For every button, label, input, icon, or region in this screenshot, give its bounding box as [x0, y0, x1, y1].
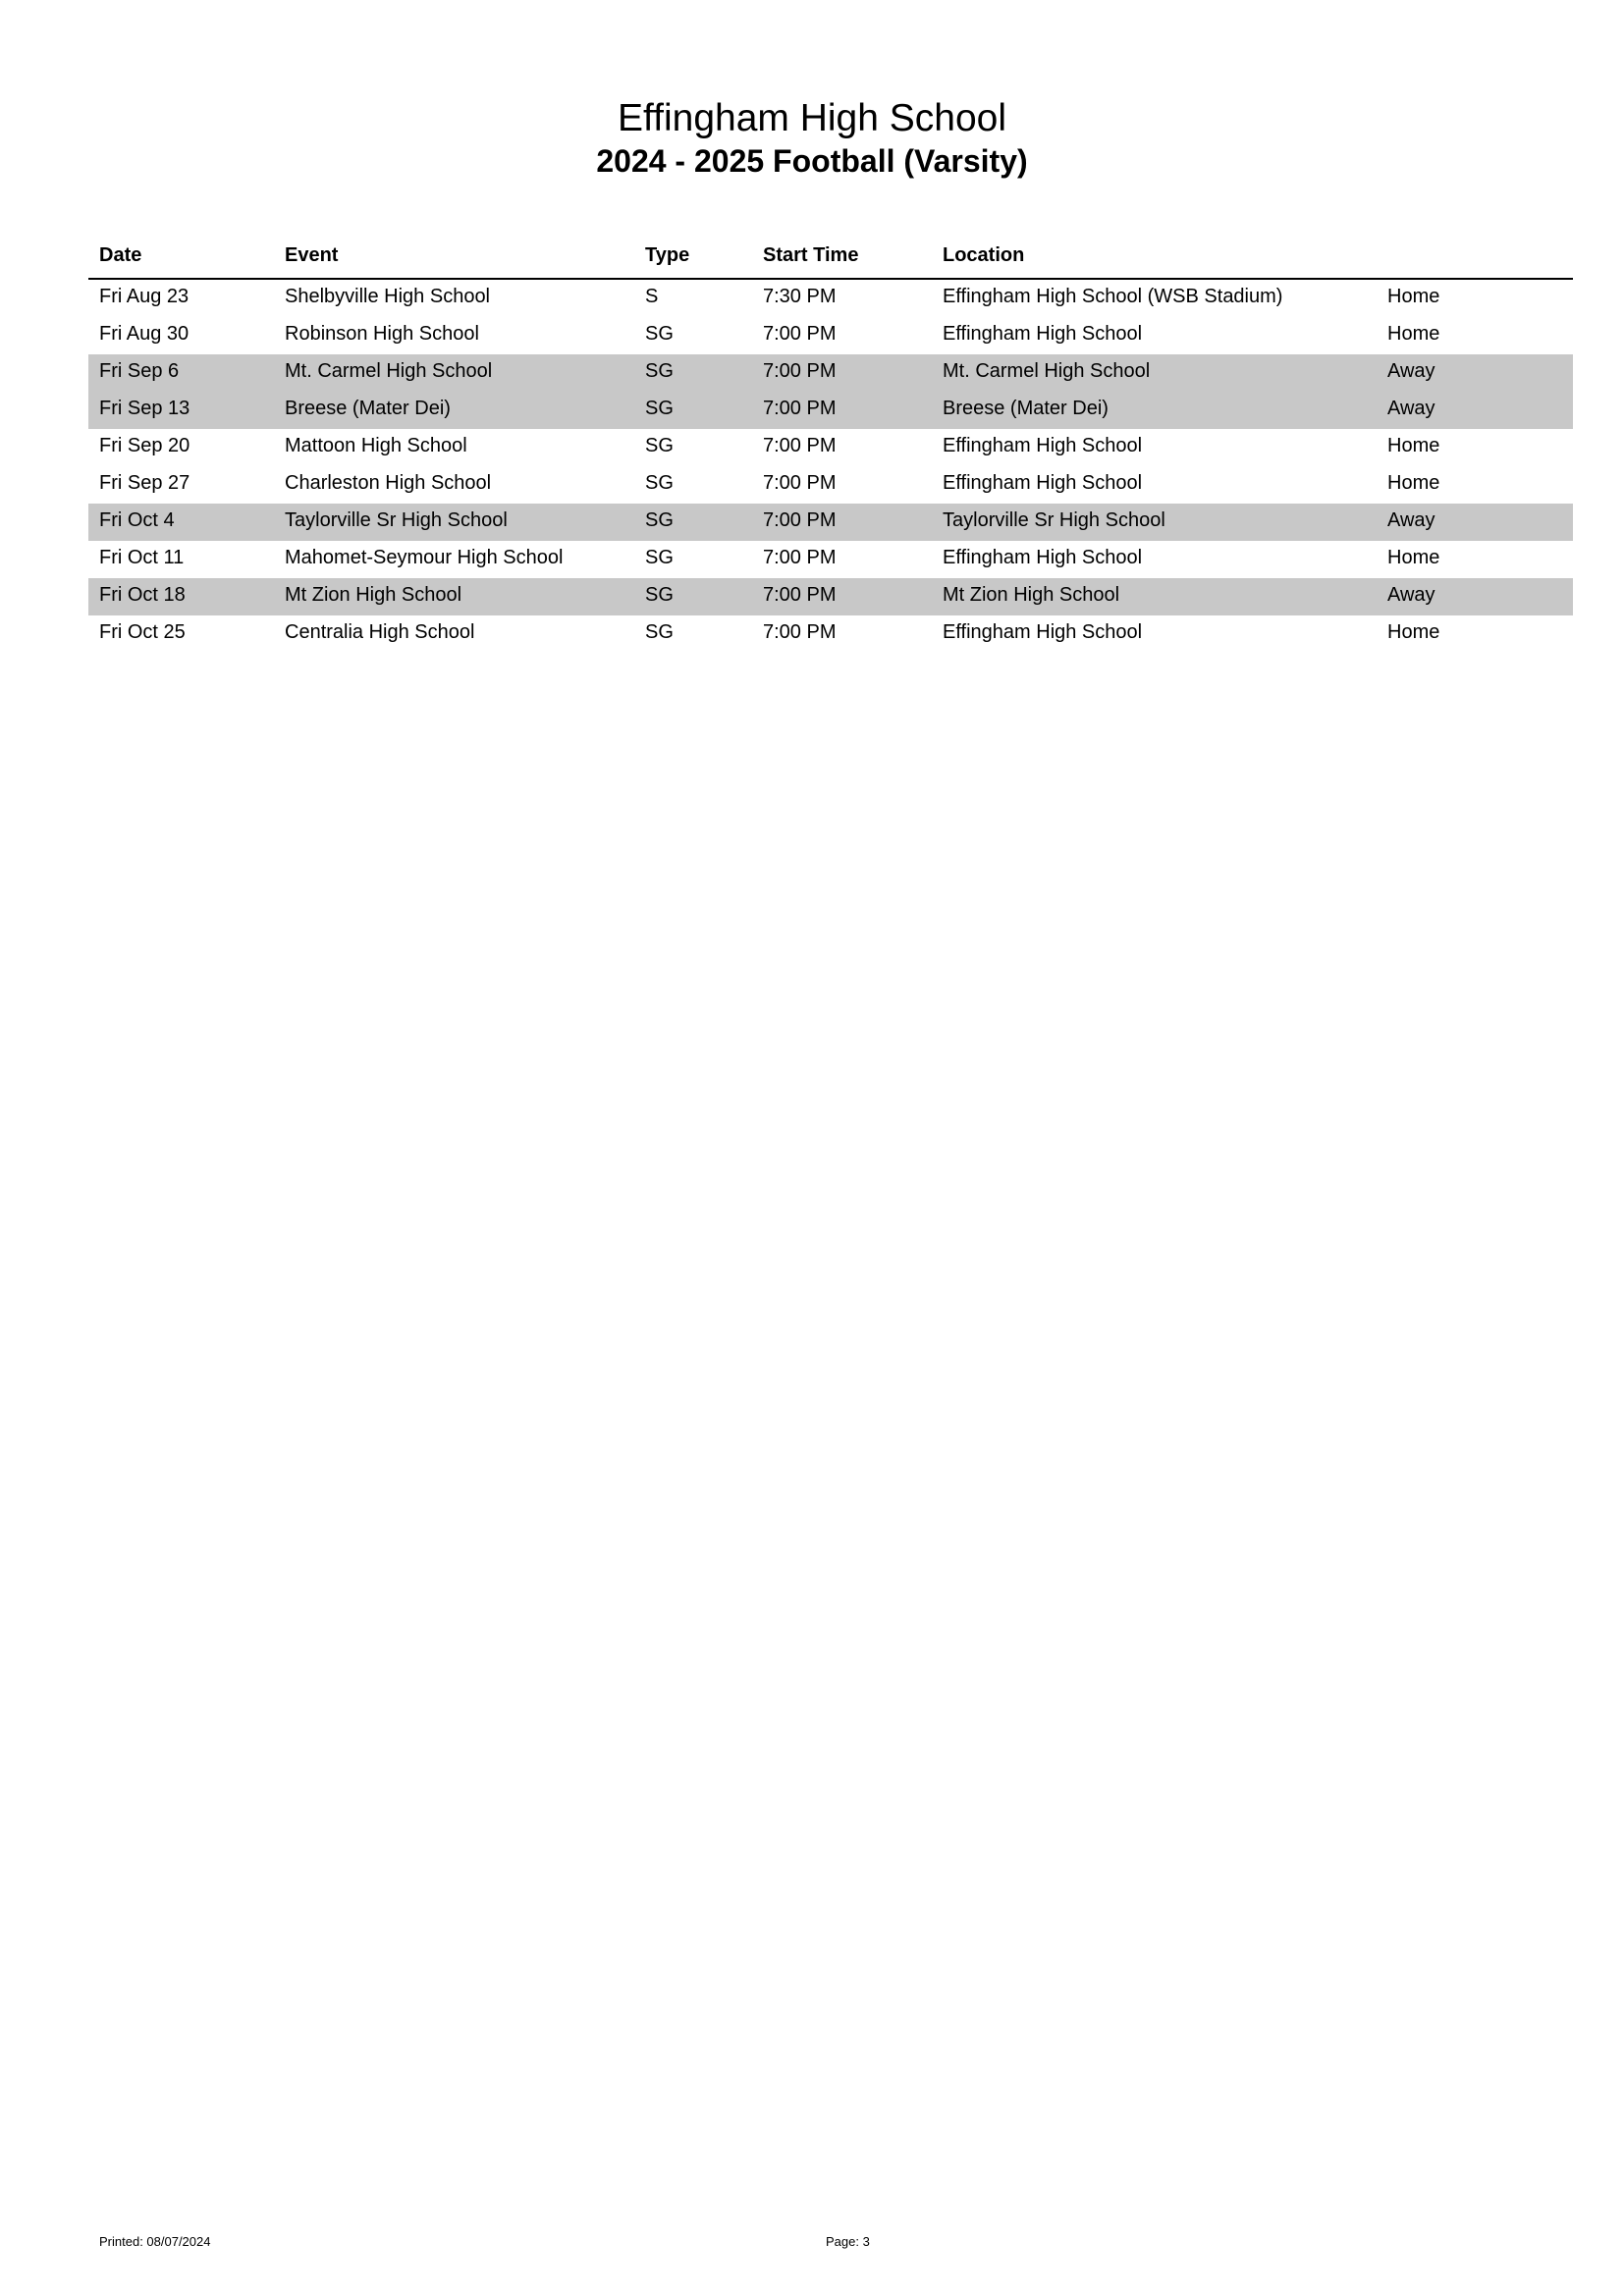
cell-date: Fri Oct 4	[99, 509, 175, 531]
cell-event: Mahomet-Seymour High School	[285, 547, 564, 568]
cell-home-away: Home	[1387, 286, 1440, 307]
cell-home-away: Home	[1387, 621, 1440, 643]
cell-event: Mt. Carmel High School	[285, 360, 493, 382]
column-header-event: Event	[285, 244, 339, 266]
cell-start-time: 7:00 PM	[763, 435, 837, 456]
column-header-type: Type	[645, 244, 690, 266]
cell-start-time: 7:30 PM	[763, 286, 837, 307]
schedule-table	[88, 236, 1573, 653]
cell-home-away: Away	[1387, 509, 1435, 531]
table-row	[88, 354, 1573, 392]
cell-type: SG	[645, 509, 674, 531]
cell-event: Taylorville Sr High School	[285, 509, 508, 531]
table-row	[88, 392, 1573, 429]
cell-start-time: 7:00 PM	[763, 547, 837, 568]
cell-home-away: Home	[1387, 472, 1440, 494]
cell-type: SG	[645, 360, 674, 382]
column-header-location: Location	[943, 244, 1025, 266]
column-header-start-time: Start Time	[763, 244, 859, 266]
cell-location: Effingham High School	[943, 323, 1143, 345]
cell-location: Effingham High School	[943, 472, 1143, 494]
cell-location: Effingham High School	[943, 621, 1143, 643]
cell-event: Shelbyville High School	[285, 286, 491, 307]
cell-location: Mt. Carmel High School	[943, 360, 1151, 382]
table-row	[88, 280, 1573, 317]
cell-event: Charleston High School	[285, 472, 492, 494]
cell-location: Effingham High School	[943, 547, 1143, 568]
table-row	[88, 541, 1573, 578]
schedule-subtitle: 2024 - 2025 Football (Varsity)	[596, 143, 1028, 179]
cell-location: Effingham High School (WSB Stadium)	[943, 286, 1283, 307]
cell-start-time: 7:00 PM	[763, 472, 837, 494]
cell-location: Effingham High School	[943, 435, 1143, 456]
cell-location: Breese (Mater Dei)	[943, 398, 1109, 419]
page-number: Page: 3	[826, 2234, 870, 2249]
cell-start-time: 7:00 PM	[763, 323, 837, 345]
cell-home-away: Away	[1387, 398, 1435, 419]
cell-event: Robinson High School	[285, 323, 479, 345]
cell-home-away: Home	[1387, 547, 1440, 568]
cell-type: SG	[645, 621, 674, 643]
cell-start-time: 7:00 PM	[763, 398, 837, 419]
cell-date: Fri Sep 27	[99, 472, 190, 494]
column-header-date: Date	[99, 244, 142, 266]
table-row	[88, 578, 1573, 615]
printed-date: Printed: 08/07/2024	[99, 2234, 211, 2249]
table-row	[88, 466, 1573, 504]
cell-date: Fri Sep 20	[99, 435, 190, 456]
cell-date: Fri Oct 11	[99, 547, 185, 568]
table-header-row	[88, 236, 1573, 280]
cell-home-away: Home	[1387, 323, 1440, 345]
cell-type: SG	[645, 547, 674, 568]
cell-date: Fri Sep 6	[99, 360, 180, 382]
cell-event: Breese (Mater Dei)	[285, 398, 451, 419]
cell-date: Fri Oct 18	[99, 584, 186, 606]
cell-location: Mt Zion High School	[943, 584, 1120, 606]
cell-start-time: 7:00 PM	[763, 509, 837, 531]
cell-type: SG	[645, 323, 674, 345]
cell-type: SG	[645, 472, 674, 494]
cell-event: Centralia High School	[285, 621, 475, 643]
cell-date: Fri Oct 25	[99, 621, 186, 643]
cell-start-time: 7:00 PM	[763, 360, 837, 382]
cell-date: Fri Aug 23	[99, 286, 189, 307]
school-title: Effingham High School	[617, 97, 1007, 139]
cell-start-time: 7:00 PM	[763, 584, 837, 606]
table-row	[88, 504, 1573, 541]
cell-type: SG	[645, 398, 674, 419]
cell-event: Mattoon High School	[285, 435, 467, 456]
table-row	[88, 429, 1573, 466]
cell-event: Mt Zion High School	[285, 584, 462, 606]
cell-location: Taylorville Sr High School	[943, 509, 1165, 531]
cell-home-away: Away	[1387, 584, 1435, 606]
cell-type: SG	[645, 584, 674, 606]
cell-date: Fri Aug 30	[99, 323, 189, 345]
cell-type: SG	[645, 435, 674, 456]
cell-home-away: Away	[1387, 360, 1435, 382]
cell-type: S	[645, 286, 659, 307]
cell-home-away: Home	[1387, 435, 1440, 456]
cell-start-time: 7:00 PM	[763, 621, 837, 643]
table-row	[88, 317, 1573, 354]
cell-date: Fri Sep 13	[99, 398, 190, 419]
table-row	[88, 615, 1573, 653]
